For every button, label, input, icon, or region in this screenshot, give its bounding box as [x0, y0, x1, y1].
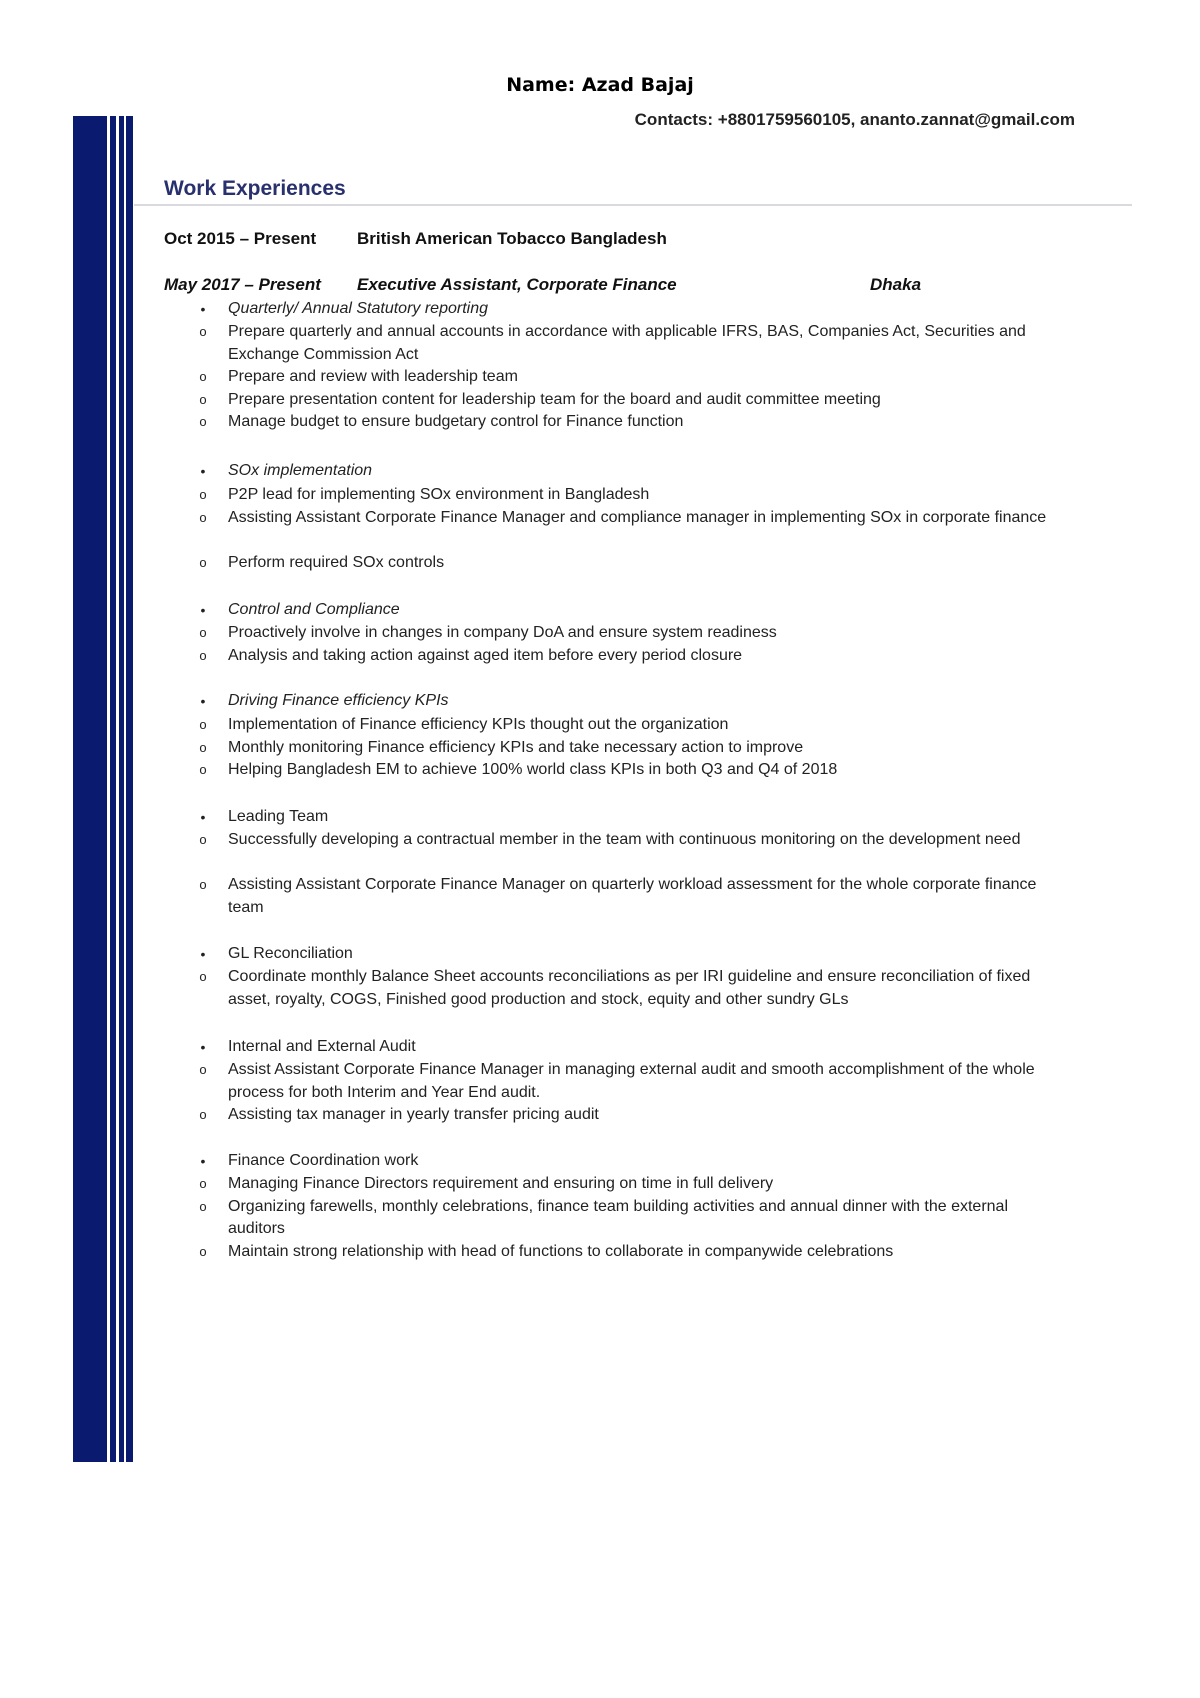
sub-bullet-item: [199, 714, 1068, 737]
sub-bullet-item: [199, 759, 1068, 782]
bullet-heading: [200, 1036, 1068, 1059]
circle-bullet-icon: o: [199, 487, 207, 502]
sub-bullet-text: Prepare quarterly and annual accounts in accordance with applicable IFRS, BAS, Companies Act, Securities and Exchange Commission Act: [228, 323, 1026, 363]
sub-bullet-item: [199, 484, 1068, 507]
sub-bullet-text: Organizing farewells, monthly celebrations, finance team building activities and annual dinner with the external auditors: [228, 1197, 1008, 1237]
sub-bullet-item: [199, 366, 1068, 389]
section-divider: [134, 204, 1132, 206]
circle-bullet-icon: o: [199, 832, 207, 847]
contact-line: Contacts: +8801759560105, ananto.zannat@gmail.com: [634, 110, 1075, 129]
role-title: Executive Assistant, Corporate Finance: [357, 275, 677, 294]
sub-bullet-text: Assisting Assistant Corporate Finance Manager on quarterly workload assessment for the whole corporate finance team: [228, 876, 1037, 916]
sub-bullet-item: [199, 874, 1068, 919]
circle-bullet-icon: o: [199, 391, 207, 407]
circle-bullet-icon: o: [199, 1243, 207, 1259]
sub-bullet-text: Assisting Assistant Corporate Finance Manager and compliance manager in implementing SOx in corporate finance: [228, 508, 1047, 526]
circle-bullet-icon: o: [199, 717, 207, 732]
sub-bullet-item: [199, 1241, 1068, 1264]
sub-bullet-text: P2P lead for implementing SOx environment in Bangladesh: [228, 486, 650, 503]
bullet-heading-text: Quarterly/ Annual Statutory reporting: [228, 300, 488, 317]
bullet-heading-text: GL Reconciliation: [228, 945, 353, 962]
circle-bullet-icon: o: [199, 969, 207, 984]
circle-bullet-icon: o: [199, 369, 207, 384]
bullet-heading-text: Control and Compliance: [228, 601, 400, 618]
circle-bullet-icon: o: [199, 554, 207, 570]
sub-bullet-text: Implementation of Finance efficiency KPIs thought out the organization: [228, 716, 729, 733]
sub-bullet-text: Prepare presentation content for leadership team for the board and audit committee meeting: [228, 390, 881, 408]
circle-bullet-icon: o: [199, 625, 207, 640]
bullet-heading: [200, 599, 1068, 622]
bullet-heading-text: Leading Team: [228, 808, 329, 825]
circle-bullet-icon: o: [199, 1176, 207, 1191]
sub-bullet-text: Perform required SOx controls: [228, 553, 445, 571]
circle-bullet-icon: o: [199, 1062, 207, 1077]
sub-bullet-item: [199, 645, 1068, 668]
sub-bullet-text: Analysis and taking action against aged item before every period closure: [228, 646, 743, 664]
resume-name: Name: Azad Bajaj: [506, 74, 694, 96]
sub-bullet-text: Managing Finance Directors requirement and ensuring on time in full delivery: [228, 1175, 774, 1192]
bullet-heading: [200, 298, 1068, 321]
circle-bullet-icon: o: [199, 1107, 207, 1122]
sub-bullet-item: [199, 411, 1068, 434]
bullet-icon: •: [200, 301, 206, 317]
sub-bullet-text: Assisting tax manager in yearly transfer pricing audit: [228, 1106, 599, 1123]
section-title: Work Experiences: [164, 177, 346, 200]
sub-bullet-text: Assist Assistant Corporate Finance Manager in managing external audit and smooth accomplishment of the whole process for both Interim and Year End audit.: [228, 1061, 1035, 1101]
sub-bullet-text: Prepare and review with leadership team: [228, 368, 518, 385]
circle-bullet-icon: o: [199, 324, 207, 339]
sidebar-decoration: [73, 116, 133, 1462]
circle-bullet-icon: o: [199, 1198, 207, 1214]
bullet-heading: [200, 806, 1068, 829]
bullet-icon: •: [200, 1153, 206, 1169]
sub-bullet-item: [199, 507, 1068, 530]
sub-bullet-text: Helping Bangladesh EM to achieve 100% world class KPIs in both Q3 and Q4 of 2018: [228, 761, 838, 778]
role-location: Dhaka: [870, 275, 922, 294]
sub-bullet-text: Monthly monitoring Finance efficiency KPIs and take necessary action to improve: [228, 738, 804, 756]
bullet-icon: •: [200, 463, 206, 479]
sub-bullet-text: Proactively involve in changes in company DoA and ensure system readiness: [228, 624, 777, 641]
bullet-icon: •: [200, 809, 206, 825]
bullet-heading-text: Finance Coordination work: [228, 1152, 419, 1169]
sub-bullet-text: Manage budget to ensure budgetary control for Finance function: [228, 413, 684, 430]
circle-bullet-icon: o: [199, 739, 207, 755]
circle-bullet-icon: o: [199, 762, 207, 777]
company-dates: Oct 2015 – Present: [164, 229, 317, 248]
sub-bullet-text: Maintain strong relationship with head of functions to collaborate in companywide celebrations: [228, 1242, 894, 1260]
bullet-icon: •: [200, 693, 206, 709]
bullet-heading: [200, 1150, 1068, 1173]
sub-bullet-item: [199, 622, 1068, 645]
circle-bullet-icon: o: [199, 414, 207, 429]
sub-bullet-item: [199, 389, 1068, 412]
sub-bullet-item: [199, 829, 1068, 852]
circle-bullet-icon: o: [199, 509, 207, 525]
bullet-icon: •: [200, 946, 206, 962]
sub-bullet-item: [199, 1059, 1068, 1104]
sub-bullet-item: [199, 966, 1068, 1011]
sub-bullet-item: [199, 552, 1068, 575]
circle-bullet-icon: o: [199, 647, 207, 663]
sub-bullet-text: Successfully developing a contractual member in the team with continuous monitoring on the development need: [228, 831, 1021, 848]
circle-bullet-icon: o: [199, 877, 207, 892]
sub-bullet-item: [199, 1173, 1068, 1196]
bullet-heading: [200, 460, 1068, 483]
bullet-heading-text: SOx implementation: [228, 462, 373, 479]
sub-bullet-item: [199, 1196, 1068, 1241]
sub-bullet-text: Coordinate monthly Balance Sheet accounts reconciliations as per IRI guideline and ensure reconciliation of fixed asset, royalty, COGS, Finished good production and stock, equity and other sundry GLs: [228, 968, 1031, 1008]
bullet-heading: [200, 690, 1068, 713]
company-name: British American Tobacco Bangladesh: [357, 229, 667, 248]
role-dates: May 2017 – Present: [164, 275, 321, 294]
bullet-heading-text: Driving Finance efficiency KPIs: [228, 692, 449, 709]
sub-bullet-item: [199, 1104, 1068, 1127]
sub-bullet-item: [199, 737, 1068, 760]
bullet-icon: •: [200, 602, 206, 618]
bullet-heading: [200, 943, 1068, 966]
bullet-icon: •: [200, 1039, 206, 1055]
bullet-heading-text: Internal and External Audit: [228, 1038, 416, 1055]
sub-bullet-item: [199, 321, 1068, 366]
